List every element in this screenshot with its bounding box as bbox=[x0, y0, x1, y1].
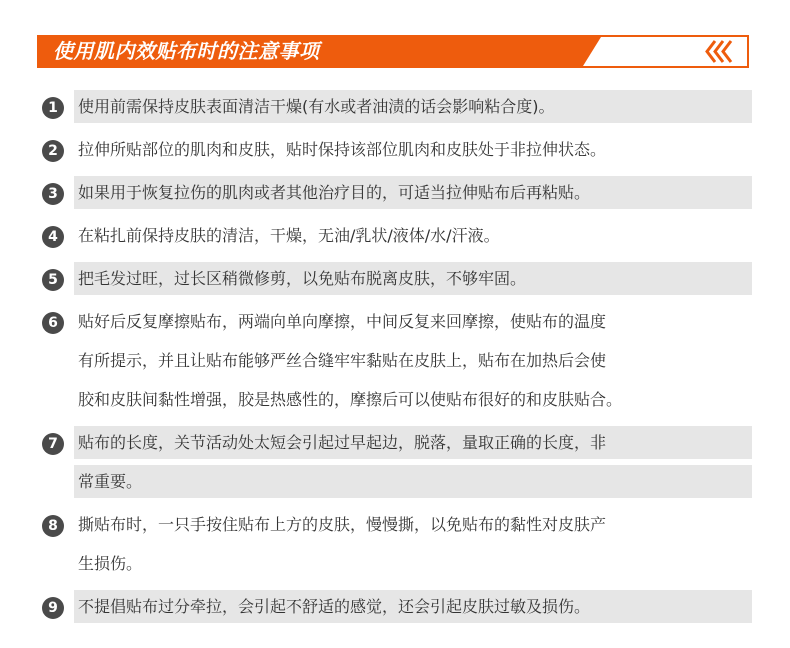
list-item bbox=[42, 90, 790, 123]
precautions-list bbox=[42, 90, 790, 633]
list-item-text: 如果用于恢复拉伤的肌肉或者其他治疗目的，可适当拉伸贴布后再粘贴。 bbox=[74, 176, 752, 209]
list-item bbox=[42, 508, 790, 580]
number-badge: 6 bbox=[42, 312, 64, 334]
list-item bbox=[42, 305, 790, 416]
list-item-text: 不提倡贴布过分牵拉，会引起不舒适的感觉，还会引起皮肤过敏及损伤。 bbox=[74, 590, 752, 623]
list-item bbox=[42, 590, 790, 623]
list-item-text: 有所提示，并且让贴布能够严丝合缝牢牢黏贴在皮肤上，贴布在加热后会使 bbox=[78, 351, 607, 370]
list-item-text: 拉伸所贴部位的肌肉和皮肤，贴时保持该部位肌肉和皮肤处于非拉伸状态。 bbox=[78, 140, 607, 159]
number-badge: 3 bbox=[42, 183, 64, 205]
list-item bbox=[42, 133, 790, 166]
list-item-text: 使用前需保持皮肤表面清洁干燥(有水或者油渍的话会影响粘合度)。 bbox=[74, 90, 752, 123]
list-item bbox=[42, 262, 790, 295]
list-item bbox=[42, 176, 790, 209]
triple-chevron-left-icon bbox=[701, 37, 741, 66]
number-badge: 7 bbox=[42, 433, 64, 455]
list-item-text: 把毛发过旺，过长区稍微修剪，以免贴布脱离皮肤，不够牢固。 bbox=[74, 262, 752, 295]
list-item-text: 在粘扎前保持皮肤的清洁，干燥，无油/乳状/液体/水/汗液。 bbox=[78, 226, 500, 245]
number-badge: 2 bbox=[42, 140, 64, 162]
list-item-text: 撕贴布时，一只手按住贴布上方的皮肤，慢慢撕，以免贴布的黏性对皮肤产 bbox=[78, 515, 607, 534]
list-item-text: 胶和皮肤间黏性增强，胶是热感性的，摩擦后可以使贴布很好的和皮肤贴合。 bbox=[78, 390, 623, 409]
number-badge: 5 bbox=[42, 269, 64, 291]
list-item bbox=[42, 219, 790, 252]
number-badge: 1 bbox=[42, 97, 64, 119]
list-item-text: 贴布的长度，关节活动处太短会引起过早起边，脱落，量取正确的长度，非 bbox=[74, 426, 752, 459]
page-title: 使用肌内效贴布时的注意事项 bbox=[53, 39, 320, 63]
number-badge: 8 bbox=[42, 515, 64, 537]
list-item-text: 生损伤。 bbox=[78, 554, 143, 573]
list-item-text: 常重要。 bbox=[74, 465, 752, 498]
number-badge: 9 bbox=[42, 597, 64, 619]
number-badge: 4 bbox=[42, 226, 64, 248]
list-item bbox=[42, 426, 790, 498]
list-item-text: 贴好后反复摩擦贴布，两端向单向摩擦，中间反复来回摩擦，使贴布的温度 bbox=[78, 312, 607, 331]
section-header bbox=[37, 35, 749, 68]
